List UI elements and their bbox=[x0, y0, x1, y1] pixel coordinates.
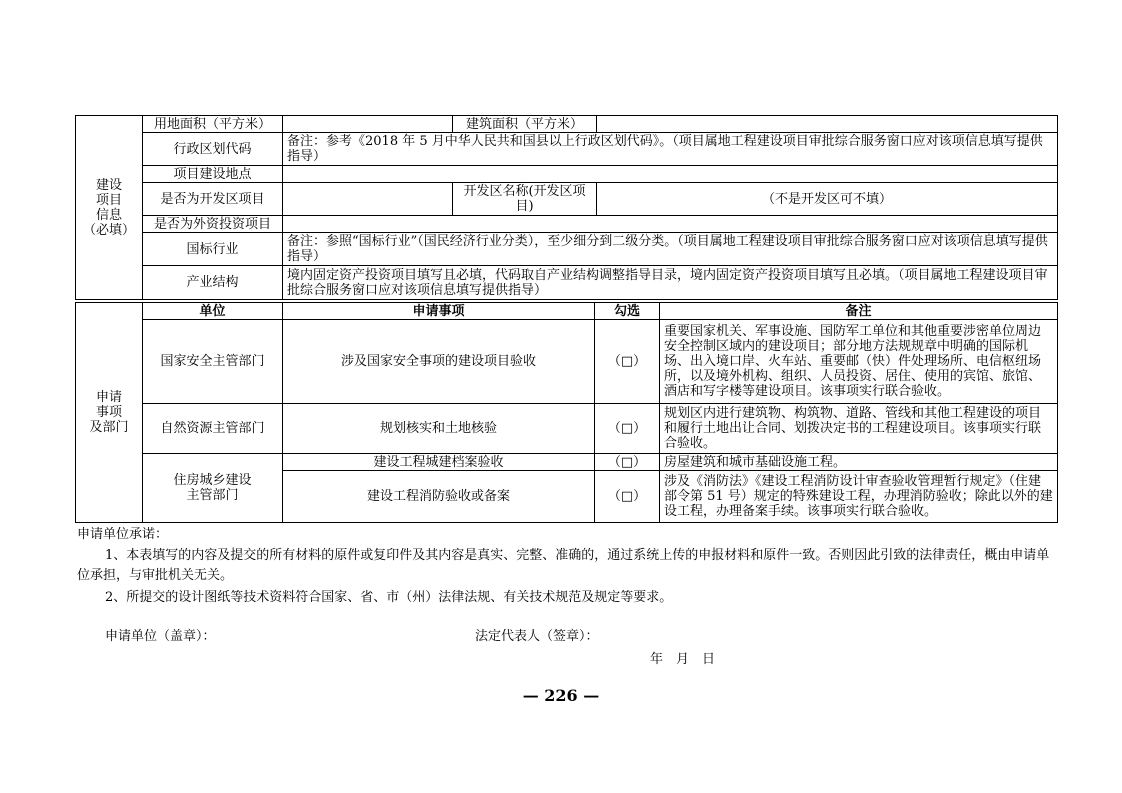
check-checkbox[interactable]: （□） bbox=[595, 471, 660, 523]
unit-cell: 国家安全主管部门 bbox=[143, 320, 283, 404]
note-cell: 重要国家机关、军事设施、国防军工单位和其他重要涉密单位周边安全控制区域内的建设项目；部分地方法规规章中明确的国际机场、出入境口岸、火车站、重要邮（快）件处理场所、电信枢纽场所，以及境外机构、组织、人员投资、居住、使用的宾馆、旅馆、酒店和写字楼等建设项目。该事项实行联合验收。 bbox=[660, 320, 1058, 404]
building-area-label: 建筑面积（平方米） bbox=[453, 116, 597, 133]
application-table bbox=[75, 302, 1058, 523]
commitment-item-2: 2、所提交的设计图纸等技术资料符合国家、省、市（州）法律法规、有关技术规范及规定等要求。 bbox=[105, 590, 673, 605]
building-area-value[interactable] bbox=[597, 116, 1058, 133]
header-item: 申请事项 bbox=[283, 303, 595, 320]
item-cell: 建设工程消防验收或备案 bbox=[283, 471, 595, 523]
item-cell: 涉及国家安全事项的建设项目验收 bbox=[283, 320, 595, 404]
region-code-note[interactable]: 备注：参考《2018 年 5 月中华人民共和国县以上行政区划代码》。（项目属地工程建设项目审批综合服务窗口应对该项信息填写提供指导） bbox=[283, 133, 1058, 166]
table-row bbox=[76, 454, 1058, 471]
header-note: 备注 bbox=[660, 303, 1058, 320]
region-code-label: 行政区划代码 bbox=[143, 133, 283, 166]
table-row bbox=[76, 404, 1058, 454]
check-checkbox[interactable]: （□） bbox=[595, 404, 660, 454]
unit-cell: 住房城乡建设 主管部门 bbox=[143, 454, 283, 523]
commitment-item-1: 1、本表填写的内容及提交的所有材料的原件或复印件及其内容是真实、完整、准确的，通过系统上传的申报材料和原件一致。否则因此引致的法律责任，概由申请单位承担，与审批机关无关。 bbox=[77, 548, 1050, 583]
check-checkbox[interactable]: （□） bbox=[595, 320, 660, 404]
dev-zone-value[interactable] bbox=[283, 183, 453, 216]
note-cell: 规划区内进行建筑物、构筑物、道路、管线和其他工程建设的项目和履行土地出让合同、划拨决定书的工程建设项目。该事项实行联合验收。 bbox=[660, 404, 1058, 454]
industry-note[interactable]: 备注：参照“国标行业”（国民经济行业分类），至少细分到二级分类。（项目属地工程建设项目审批综合服务窗口应对该项信息填写提供指导） bbox=[283, 233, 1058, 266]
unit-cell: 自然资源主管部门 bbox=[143, 404, 283, 454]
dev-zone-name-label: 开发区名称(开发区项目) bbox=[453, 183, 597, 216]
project-info-group-label: 建设 项目 信息 （必填） bbox=[76, 116, 143, 300]
table-row bbox=[76, 320, 1058, 404]
application-group-label: 申请 事项 及部门 bbox=[76, 303, 143, 523]
check-checkbox[interactable]: （□） bbox=[595, 454, 660, 471]
location-value[interactable] bbox=[283, 166, 1058, 183]
location-label: 项目建设地点 bbox=[143, 166, 283, 183]
header-check: 勾选 bbox=[595, 303, 660, 320]
item-cell: 规划核实和土地核验 bbox=[283, 404, 595, 454]
structure-label: 产业结构 bbox=[143, 266, 283, 300]
dev-zone-label: 是否为开发区项目 bbox=[143, 183, 283, 216]
note-cell: 涉及《消防法》《建设工程消防设计审查验收管理暂行规定》（住建部令第 51 号）规定的特殊建设工程，办理消防验收；除此以外的建设工程，办理备案手续。该事项实行联合验收。 bbox=[660, 471, 1058, 523]
legal-rep-sign-label: 法定代表人（签章）： bbox=[475, 629, 599, 644]
item-cell: 建设工程城建档案验收 bbox=[283, 454, 595, 471]
land-area-value[interactable] bbox=[283, 116, 453, 133]
header-unit: 单位 bbox=[143, 303, 283, 320]
dev-zone-name-note[interactable]: （不是开发区可不填） bbox=[597, 183, 1058, 216]
applicant-seal-label: 申请单位（盖章）： bbox=[105, 629, 216, 644]
commitment-title: 申请单位承诺： bbox=[77, 527, 169, 542]
page-number: — 226 — bbox=[522, 686, 600, 705]
structure-note[interactable]: 境内固定资产投资项目填写且必填，代码取自产业结构调整指导目录，境内固定资产投资项目填写且必填。（项目属地工程建设项目审批综合服务窗口应对该项信息填写提供指导） bbox=[283, 266, 1058, 300]
land-area-label: 用地面积（平方米） bbox=[143, 116, 283, 133]
industry-label: 国标行业 bbox=[143, 233, 283, 266]
foreign-value[interactable] bbox=[283, 216, 1058, 233]
project-info-table bbox=[75, 115, 1058, 300]
date-label: 年 月 日 bbox=[650, 652, 716, 667]
foreign-label: 是否为外资投资项目 bbox=[143, 216, 283, 233]
note-cell: 房屋建筑和城市基础设施工程。 bbox=[660, 454, 1058, 471]
